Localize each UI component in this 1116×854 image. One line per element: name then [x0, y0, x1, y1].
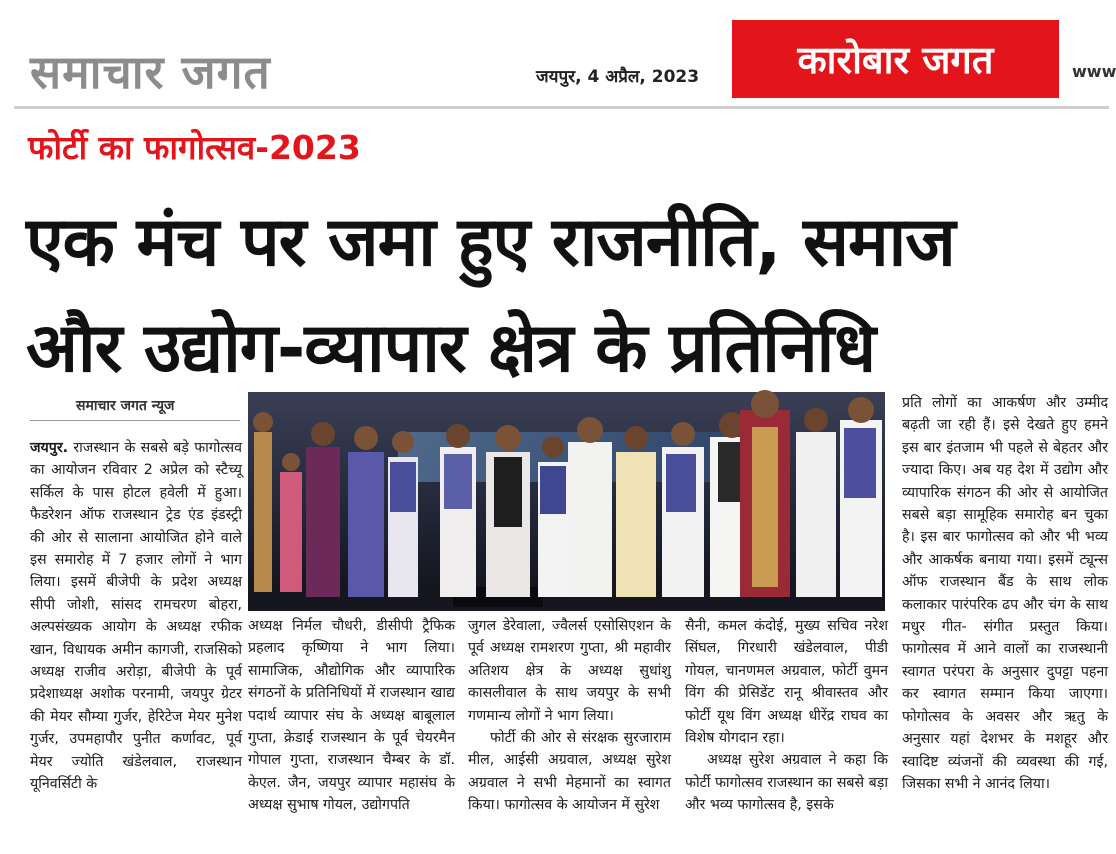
article-column-2: अध्यक्ष निर्मल चौधरी, डीसीपी ट्रैफिक प्रहलाद कृष्णिया ने भाग लिया। सामाजिक, औद्योगिक और व्यापारिक संगठनों के प्रतिनिधियों में राजस्थान खाद्य पदार्थ व्यापार संघ के अध्यक्ष बाबूलाल गुप्ता, क्रेडाई राजस्थान के पूर्व चेयरमैन गोपाल गुप्ता, राजस्थान चैम्बर के डॉ. केएल. जैन, जयपुर व्यापार महासंघ के अध्यक्ष सुभाष गोयल, उद्योगपति — [248, 618, 455, 814]
article-column-1 — [30, 437, 242, 796]
masthead-title: समाचार जगत — [30, 45, 271, 99]
event-photo — [248, 392, 885, 611]
column-1-text: राजस्थान के सबसे बड़े फागोत्सव का आयोजन रविवार 2 अप्रेल को स्टैच्यू सर्किल के पास होटल हवेली में हुआ। फैडरेशन ऑफ राजस्थान ट्रेड एंड इंडस्ट्री की ओर से सालाना आयोजित होने वाले इस समारोह में 7 हजार लोगों ने भाग लिया। इसमें बीजेपी के प्रदेश अध्यक्ष सीपी जोशी, सांसद रामचरण बोहरा, अल्पसंख्यक आयोग के अध्यक्ष रफीक खान, विधायक अमीन कागजी, राजसिको अध्यक्ष राजीव अरोड़ा, बीजेपी के पूर्व प्रदेशाध्यक्ष अशोक परनामी, जयपुर ग्रेटर की मेयर सौम्या गुर्जर, हेरिटेज मेयर मुनेश गुर्जर, उपमहापौर पुनीत कर्णावट, पूर्व मेयर ज्योति खंडेलवाल, राजस्थान यूनिवर्सिटी के — [30, 440, 242, 793]
column-3-paragraph-1: जुगल डेरेवाला, ज्वैलर्स एसोसिएशन के पूर्व अध्यक्ष रामशरण गुप्ता, श्री महावीर अतिशय क्षेत्र के अध्यक्ष सुधांशु कासलीवाल के साथ जयपुर के सभी गणमान्य लोगों ने भाग लिया। — [468, 618, 671, 724]
column-4-paragraph-2-text: अध्यक्ष सुरेश अग्रवाल ने कहा कि फोर्टी फागोत्सव राजस्थान का सबसे बड़ा और भव्य फागोत्सव है, इसके — [685, 752, 888, 814]
dateline-lead: जयपुर. — [30, 440, 69, 456]
headline-line-1: एक मंच पर जमा हुए राजनीति, समाज — [26, 203, 955, 282]
column-3-paragraph-2-text: फोर्टी की ओर से संरक्षक सुरजाराम मील, आईसी अग्रवाल, अध्यक्ष सुरेश अग्रवाल ने सभी मेहमानों का स्वागत किया। फागोत्सव के आयोजन में सुरेश — [468, 730, 671, 814]
column-4-paragraph-1: सैनी, कमल कंदोई, मुख्य सचिव नरेश सिंघल, गिरधारी खंडेलवाल, पीडी गोयल, चानणमल अग्रवाल, फोर्टी वुमन विंग की प्रेसिडेंट रानू श्रीवास्तव और फोर्टी यूथ विंग अध्यक्ष धीरेंद्र राघव का विशेष योगदान रहा। — [685, 618, 888, 747]
masthead-divider — [14, 106, 1109, 109]
headline-line-2: और उद्योग-व्यापार क्षेत्र के प्रतिनिधि — [26, 309, 876, 388]
byline: समाचार जगत न्यूज — [76, 398, 175, 414]
article-kicker: फोर्टी का फागोत्सव-2023 — [28, 128, 361, 167]
article-column-5: प्रति लोगों का आकर्षण और उम्मीद बढ़ती जा रही हैं। इसे देखते हुए हमने इस बार इंतजाम भी पहले से बेहतर और ज्यादा किए। अब यह देश में उद्योग और व्यापारिक संगठन की ओर से आयोजित सबसे बड़ा सामूहिक समारोह बन चुका है। इस बार फागोत्सव को और भी भव्य और आकर्षक बनाया गया। इसमें ट्यून्स ऑफ राजस्थान बैंड के साथ लोक कलाकार पारंपरिक ढप और चंग के साथ मधुर गीत- संगीत प्रस्तुत किया। फागोत्सव में आने वालों का राजस्थानी स्वागत परंपरा के अनुसार दुपट्टा पहना कर स्वागत सम्मान किया जाएगा। फोगोत्सव के अवसर और ऋतु के अनुसार यहां देशभर के मशहूर और स्वादिष्ट व्यंजनों की व्यवस्था की गई, जिसका सभी ने आनंद लिया। — [902, 395, 1108, 792]
edition-dateline: जयपुर, 4 अप्रैल, 2023 — [536, 67, 700, 87]
section-banner: कारोबार जगत — [732, 20, 1059, 98]
event-photo-illustration — [248, 392, 885, 611]
article-column-4 — [685, 615, 888, 817]
column-4-paragraph-2 — [685, 749, 888, 816]
byline-divider — [30, 420, 240, 421]
column-3-paragraph-2 — [468, 727, 671, 817]
article-column-3 — [468, 615, 671, 817]
website-fragment: www — [1072, 62, 1116, 81]
